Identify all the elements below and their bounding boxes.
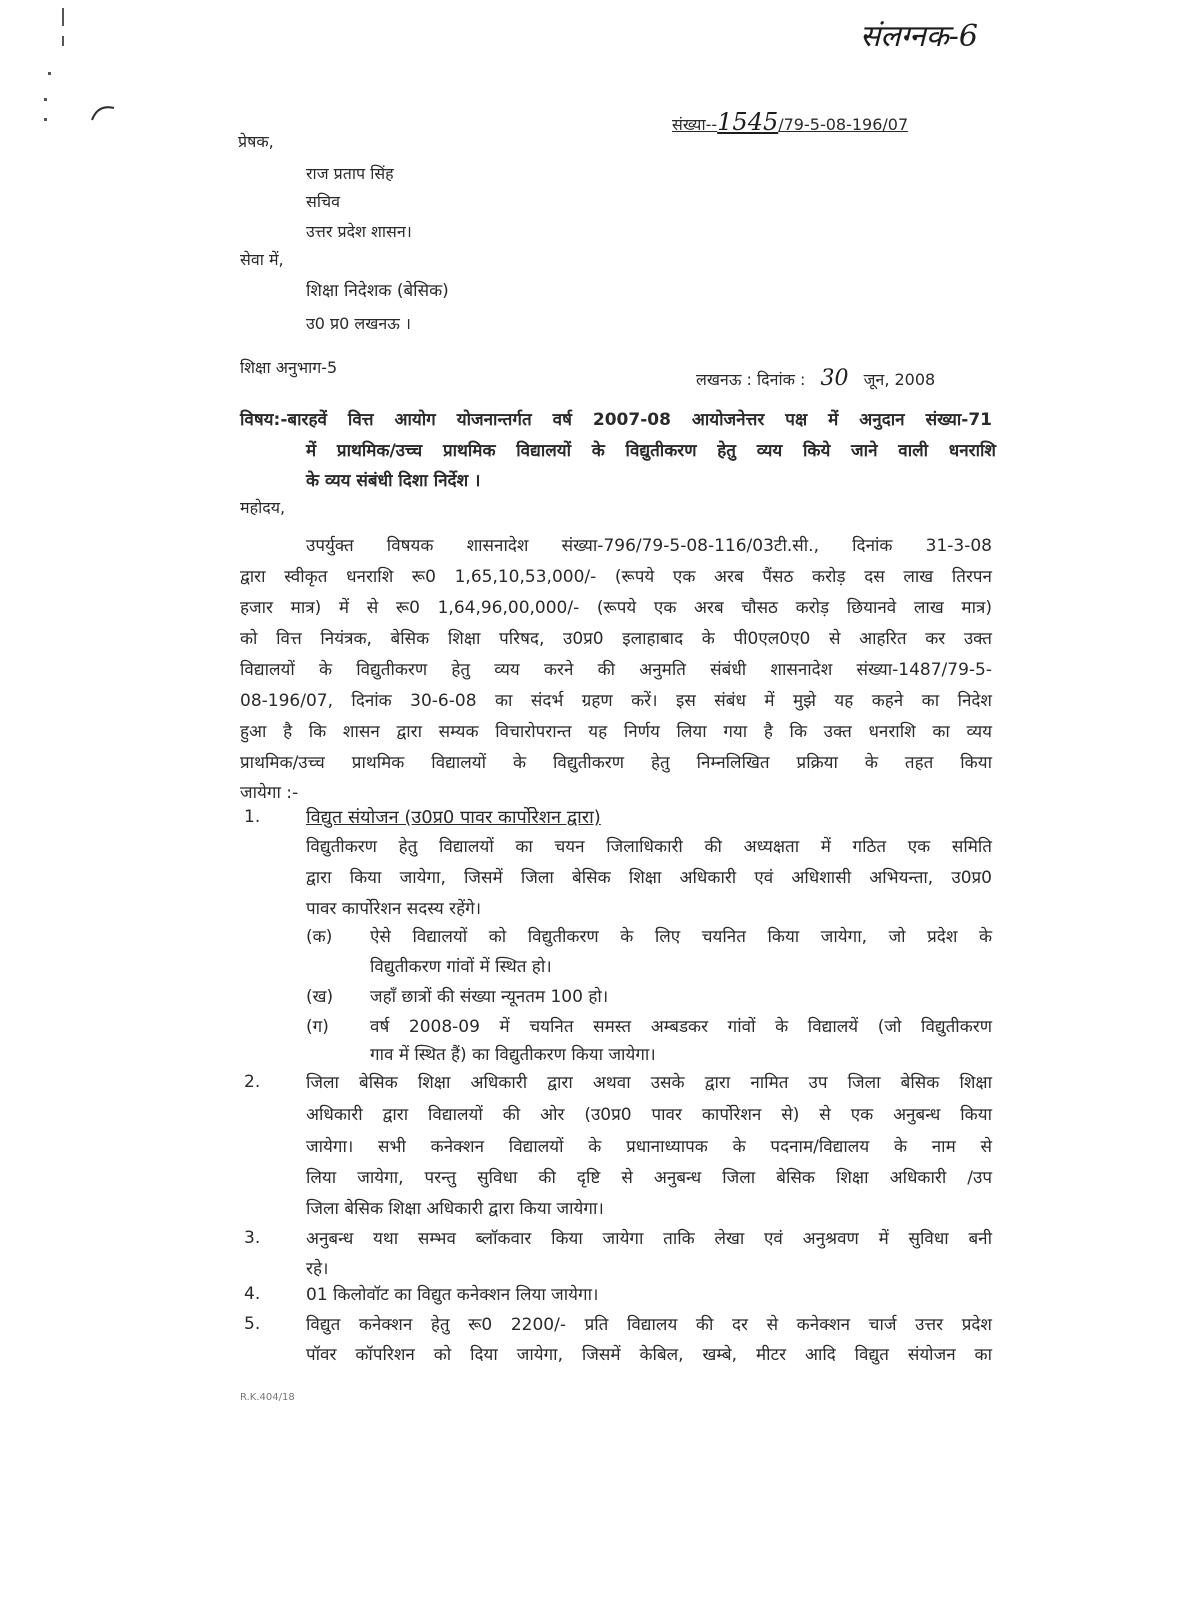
item-1-sub-a-line-2: विद्युतीकरण गांवों में स्थित हो। bbox=[370, 957, 552, 977]
section-name: शिक्षा अनुभाग-5 bbox=[240, 358, 338, 377]
subject-line-2: में प्राथमिक/उच्च प्राथमिक विद्यालयों के विद्युतीकरण हेतु व्यय किये जाने वाली धनराशि bbox=[306, 441, 996, 461]
sender-label: प्रेषक, bbox=[238, 132, 274, 151]
annexure-mark: संलग्नक-6 bbox=[860, 19, 978, 54]
item-1-line-3: पावर कार्पोरेशन सदस्य रहेंगे। bbox=[306, 899, 482, 919]
item-1-sub-a-label: (क) bbox=[306, 927, 333, 947]
body-line-4: को वित्त नियंत्रक, बेसिक शिक्षा परिषद, उ0प्र0 इलाहाबाद के पी0एल0ए0 से आहरित कर उक्त bbox=[240, 629, 992, 649]
scan-speck bbox=[44, 118, 47, 121]
ref-handwritten: 1545 bbox=[717, 108, 779, 136]
item-4-line-1: 01 किलोवॉट का विद्युत कनेक्शन लिया जायेगा। bbox=[306, 1285, 599, 1305]
item-5-line-2: पॉवर कॉपरिशन को दिया जायेगा, जिसमें केबिल, खम्बे, मीटर आदि विद्युत संयोजन का bbox=[306, 1345, 992, 1365]
sender-designation: सचिव bbox=[306, 192, 341, 211]
item-1-sub-c-label: (ग) bbox=[306, 1017, 329, 1037]
ref-label: संख्या-- bbox=[672, 115, 718, 134]
subject-line-1: विषय:-बारहवें वित्त आयोग योजनान्तर्गत वर्ष 2007-08 आयोजनेत्तर पक्ष में अनुदान संख्या-71 bbox=[240, 410, 992, 430]
item-1-number: 1. bbox=[244, 807, 261, 827]
sender-office: उत्तर प्रदेश शासन। bbox=[306, 222, 412, 241]
item-3-line-2: रहे। bbox=[306, 1259, 329, 1279]
punch-hole-mark bbox=[88, 100, 120, 124]
body-line-2: द्वारा स्वीकृत धनराशि रू0 1,65,10,53,000/- (रूपये एक अरब पैंसठ करोड़ दस लाख तिरपन bbox=[240, 567, 992, 587]
scan-speck bbox=[48, 72, 51, 75]
item-1-sub-b-line-1: जहाँ छात्रों की संख्या न्यूनतम 100 हो। bbox=[370, 987, 609, 1007]
reference-number bbox=[672, 108, 908, 136]
recipient-place: उ0 प्र0 लखनऊ । bbox=[306, 314, 411, 333]
footer-code: R.K.404/18 bbox=[240, 1392, 295, 1403]
salutation: महोदय, bbox=[240, 498, 286, 517]
body-line-3: हजार मात्र) में से रू0 1,64,96,00,000/- (रूपये एक अरब चौसठ करोड़ छियानवे लाख मात्र) bbox=[240, 598, 992, 618]
item-1-sub-c-line-1: वर्ष 2008-09 में चयनित समस्त अम्बडकर गांवों के विद्यालयें (जो विद्युतीकरण bbox=[370, 1017, 992, 1037]
body-line-1: उपर्युक्त विषयक शासनादेश संख्या-796/79-5-08-116/03टी.सी., दिनांक 31-3-08 bbox=[306, 536, 992, 556]
item-1-sub-c-line-2: गाव में स्थित हैं) का विद्युतीकरण किया जायेगा। bbox=[370, 1045, 656, 1065]
scan-speck bbox=[62, 8, 64, 26]
scan-speck bbox=[44, 98, 47, 101]
item-3-line-1: अनुबन्ध यथा सम्भव ब्लॉकवार किया जायेगा ताकि लेखा एवं अनुश्रवण में सुविधा बनी bbox=[306, 1229, 992, 1249]
item-2-line-4: लिया जायेगा, परन्तु सुविधा की दृष्टि से अनुबन्ध जिला बेसिक शिक्षा अधिकारी /उप bbox=[306, 1168, 992, 1188]
ref-rest: /79-5-08-196/07 bbox=[778, 115, 909, 134]
item-4-number: 4. bbox=[244, 1284, 261, 1304]
letter-date bbox=[696, 366, 935, 391]
scan-speck bbox=[62, 36, 64, 46]
item-2-line-3: जायेगा। सभी कनेक्शन विद्यालयों के प्रधानाध्यापक के पदनाम/विद्यालय के नाम से bbox=[306, 1137, 992, 1157]
item-2-number: 2. bbox=[244, 1072, 261, 1092]
item-5-line-1: विद्युत कनेक्शन हेतु रू0 2200/- प्रति विद्यालय की दर से कनेक्शन चार्ज उत्तर प्रदेश bbox=[306, 1315, 992, 1335]
item-1-sub-b-label: (ख) bbox=[306, 987, 334, 1007]
item-1-sub-a-line-1: ऐसे विद्यालयों को विद्युतीकरण के लिए चयनित किया जायेगा, जो प्रदेश के bbox=[370, 927, 992, 947]
recipient-label: सेवा में, bbox=[240, 250, 284, 269]
sender-name: राज प्रताप सिंह bbox=[306, 164, 394, 183]
body-line-6: 08-196/07, दिनांक 30-6-08 का संदर्भ ग्रहण करें। इस संबंध में मुझे यह कहने का निदेश bbox=[240, 691, 992, 711]
body-line-5: विद्यालयों के विद्युतीकरण हेतु व्यय करने की अनुमति संबंधी शासनादेश संख्या-1487/79-5- bbox=[240, 660, 992, 680]
item-1-heading: विद्युत संयोजन (उ0प्र0 पावर कार्पोरेशन द्वारा) bbox=[306, 807, 601, 828]
body-line-8: प्राथमिक/उच्च प्राथमिक विद्यालयों के विद्युतीकरण हेतु निम्नलिखित प्रक्रिया के तहत किया bbox=[240, 753, 992, 773]
item-1-line-2: द्वारा किया जायेगा, जिसमें जिला बेसिक शिक्षा अधिकारी एवं अधिशासी अभियन्ता, उ0प्र0 bbox=[306, 868, 992, 888]
item-1-line-1: विद्युतीकरण हेतु विद्यालयों का चयन जिलाधिकारी की अध्यक्षता में गठित एक समिति bbox=[306, 837, 992, 857]
date-month-year: जून, 2008 bbox=[863, 370, 936, 389]
date-prefix: लखनऊ : दिनांक : bbox=[696, 370, 806, 389]
item-3-number: 3. bbox=[244, 1228, 261, 1248]
body-line-7: हुआ है कि शासन द्वारा सम्यक विचारोपरान्त यह निर्णय लिया गया है कि उक्त धनराशि का व्यय bbox=[240, 722, 992, 742]
body-line-9: जायेगा :- bbox=[240, 783, 299, 803]
item-2-line-1: जिला बेसिक शिक्षा अधिकारी द्वारा अथवा उसके द्वारा नामित उप जिला बेसिक शिक्षा bbox=[306, 1073, 992, 1093]
recipient-name: शिक्षा निदेशक (बेसिक) bbox=[306, 281, 449, 301]
subject-line-3: के व्यय संबंधी दिशा निर्देश । bbox=[306, 471, 481, 491]
date-day: 30 bbox=[820, 366, 849, 391]
item-5-number: 5. bbox=[244, 1314, 261, 1334]
item-2-line-5: जिला बेसिक शिक्षा अधिकारी द्वारा किया जायेगा। bbox=[306, 1199, 604, 1219]
item-2-line-2: अधिकारी द्वारा विद्यालयों की ओर (उ0प्र0 पावर कार्पोरेशन से) से एक अनुबन्ध किया bbox=[306, 1105, 992, 1125]
